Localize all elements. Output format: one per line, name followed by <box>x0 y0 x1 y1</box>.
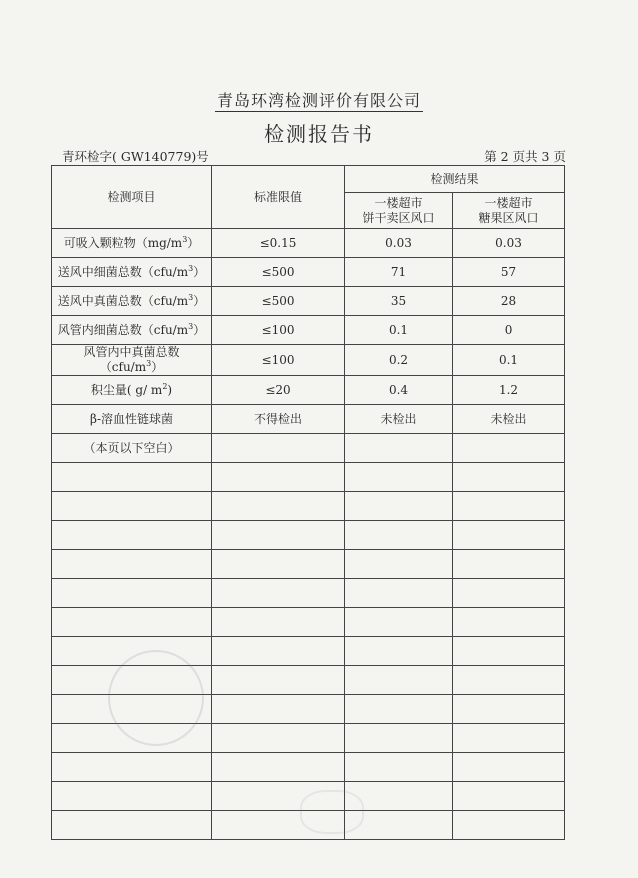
cell-result: 35 <box>345 287 453 316</box>
table-row <box>52 345 565 376</box>
empty-cell <box>52 521 212 550</box>
cell-item: 风管内细菌总数$(cfu/m^3)$ <box>52 316 212 345</box>
header-location-1: 一楼超市 饼干卖区风口 <box>345 193 453 229</box>
empty-cell <box>52 550 212 579</box>
empty-cell <box>52 753 212 782</box>
empty-cell <box>212 695 345 724</box>
table-row <box>52 287 565 316</box>
empty-cell <box>453 463 565 492</box>
empty-cell <box>212 724 345 753</box>
empty-cell <box>453 608 565 637</box>
empty-row <box>52 753 565 782</box>
cell-result: 71 <box>345 258 453 287</box>
cell-limit: ≤100 <box>212 316 345 345</box>
cell-result: 1.2 <box>453 376 565 405</box>
cell-limit <box>212 434 345 463</box>
header-limit: 标准限值 <box>212 166 345 229</box>
empty-row <box>52 521 565 550</box>
cell-result: 0.2 <box>345 345 453 376</box>
cell-result: 0.4 <box>345 376 453 405</box>
empty-cell <box>345 724 453 753</box>
cell-item: （本页以下空白） <box>52 434 212 463</box>
empty-cell <box>345 550 453 579</box>
empty-cell <box>212 463 345 492</box>
table-row <box>52 258 565 287</box>
empty-cell <box>212 492 345 521</box>
empty-cell <box>345 608 453 637</box>
cell-result: 0 <box>453 316 565 345</box>
empty-row <box>52 492 565 521</box>
empty-cell <box>52 811 212 840</box>
empty-cell <box>212 753 345 782</box>
table-row <box>52 405 565 434</box>
cell-limit: 不得检出 <box>212 405 345 434</box>
empty-row <box>52 608 565 637</box>
empty-cell <box>52 463 212 492</box>
header-results: 检测结果 <box>345 166 565 193</box>
empty-row <box>52 579 565 608</box>
reference-number: 青环检字( GW140779)号 <box>62 149 209 164</box>
empty-cell <box>453 695 565 724</box>
table-row <box>52 316 565 345</box>
empty-cell <box>52 492 212 521</box>
cell-result: 未检出 <box>345 405 453 434</box>
empty-row <box>52 550 565 579</box>
faded-seal <box>108 650 204 746</box>
cell-limit: ≤500 <box>212 258 345 287</box>
cell-limit: ≤100 <box>212 345 345 376</box>
cell-result: 0.1 <box>345 316 453 345</box>
cell-result: 0.03 <box>345 229 453 258</box>
empty-cell <box>345 753 453 782</box>
cell-result <box>345 434 453 463</box>
empty-cell <box>345 492 453 521</box>
empty-cell <box>345 666 453 695</box>
results-table <box>51 165 565 840</box>
empty-cell <box>453 492 565 521</box>
cell-result: 0.03 <box>453 229 565 258</box>
empty-cell <box>212 550 345 579</box>
empty-cell <box>345 695 453 724</box>
empty-cell <box>212 637 345 666</box>
empty-cell <box>453 811 565 840</box>
cell-item: 可吸入颗粒物$(mg/m^3)$ <box>52 229 212 258</box>
table-row <box>52 229 565 258</box>
empty-cell <box>453 666 565 695</box>
empty-cell <box>345 463 453 492</box>
empty-cell <box>453 521 565 550</box>
empty-cell <box>453 550 565 579</box>
empty-cell <box>345 521 453 550</box>
company-name: 青岛环湾检测评价有限公司 <box>216 91 421 110</box>
report-title: 检测报告书 <box>264 122 374 146</box>
empty-cell <box>212 666 345 695</box>
cell-result: 57 <box>453 258 565 287</box>
empty-cell <box>52 608 212 637</box>
cell-result <box>453 434 565 463</box>
cell-item: 风管内中真菌总数$(cfu/m^3)$ <box>52 345 212 376</box>
empty-cell <box>453 579 565 608</box>
cell-item: 送风中真菌总数$(cfu/m^3)$ <box>52 287 212 316</box>
empty-cell <box>453 724 565 753</box>
cell-item: β-溶血性链球菌 <box>52 405 212 434</box>
cell-result: 未检出 <box>453 405 565 434</box>
table-row <box>52 434 565 463</box>
empty-cell <box>212 579 345 608</box>
cell-item: 送风中细菌总数$(cfu/m^3)$ <box>52 258 212 287</box>
cell-limit: ≤0.15 <box>212 229 345 258</box>
empty-row <box>52 463 565 492</box>
cell-result: 0.1 <box>453 345 565 376</box>
empty-cell <box>453 637 565 666</box>
empty-cell <box>212 608 345 637</box>
cell-result: 28 <box>453 287 565 316</box>
faded-seal-2 <box>300 790 364 834</box>
cell-item: 积尘量( g/ $m^2$) <box>52 376 212 405</box>
page-number: 第 2 页共 3 页 <box>484 149 566 164</box>
header-item: 检测项目 <box>52 166 212 229</box>
empty-cell <box>345 637 453 666</box>
header-location-2: 一楼超市 糖果区风口 <box>453 193 565 229</box>
table-row <box>52 376 565 405</box>
empty-cell <box>453 753 565 782</box>
empty-cell <box>52 782 212 811</box>
empty-cell <box>345 579 453 608</box>
cell-limit: ≤500 <box>212 287 345 316</box>
empty-cell <box>453 782 565 811</box>
empty-cell <box>212 521 345 550</box>
cell-limit: ≤20 <box>212 376 345 405</box>
empty-cell <box>52 579 212 608</box>
